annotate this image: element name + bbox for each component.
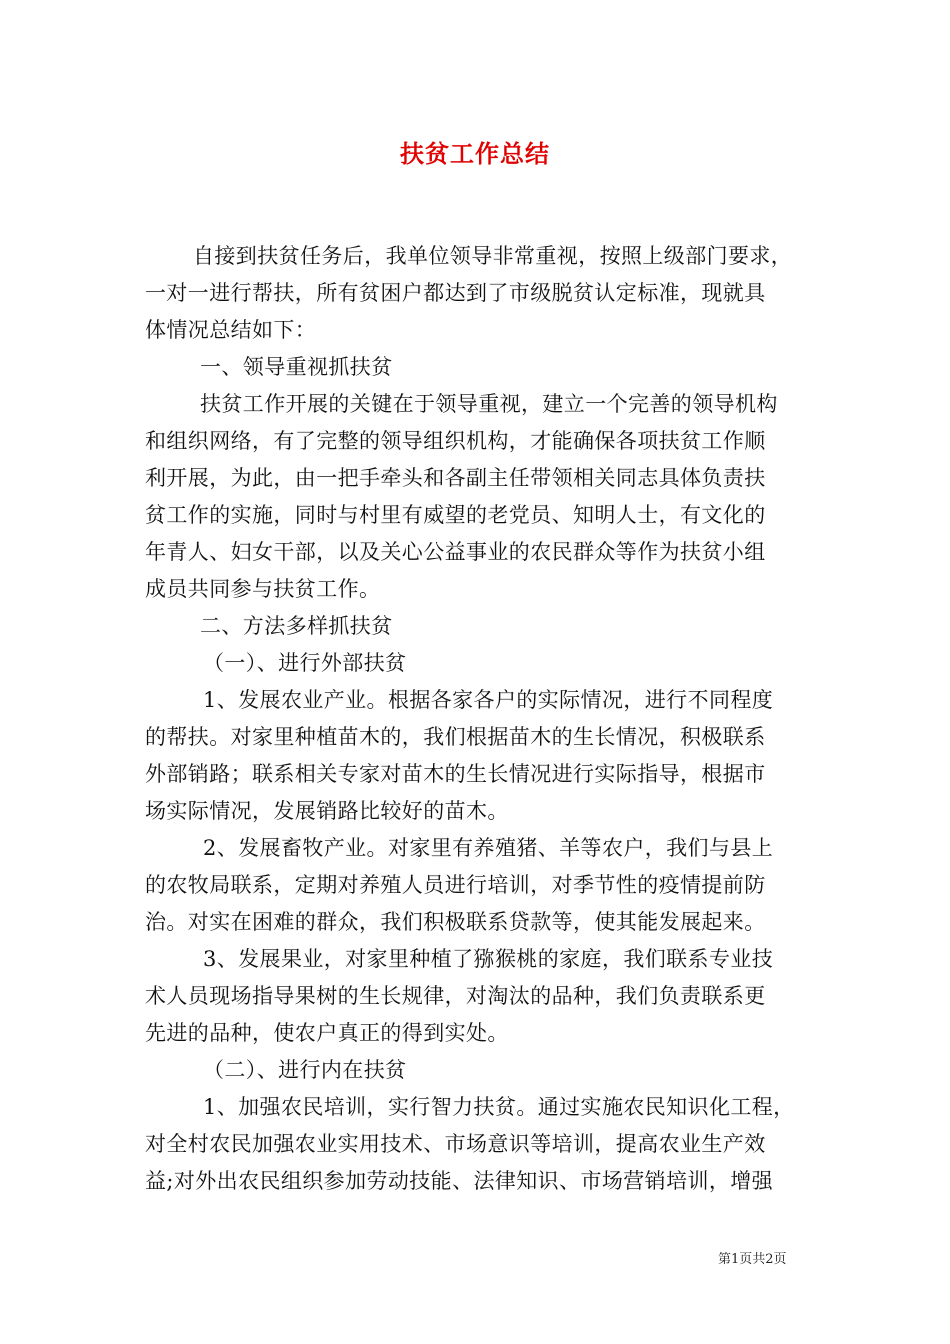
text-line: 贫工作的实施，同时与村里有威望的老党员、知明人士，有文化的 [145,503,766,527]
text-line: 体情况总结如下： [145,318,317,342]
text-line: 年青人、妇女干部，以及关心公益事业的农民群众等作为扶贫小组 [145,540,766,564]
text-line: 1、发展农业产业。根据各家各户的实际情况，进行不同程度 [203,688,774,712]
text-line: 自接到扶贫任务后，我单位领导非常重视，按照上级部门要求， [193,244,793,268]
text-line: 1、加强农民培训，实行智力扶贫。通过实施农民知识化工程， [203,1095,795,1119]
text-line: 的农牧局联系，定期对养殖人员进行培训，对季节性的疫情提前防 [145,873,766,897]
page-indicator: 第1页共2页 [718,1252,787,1267]
text-line: 治。对实在困难的群众，我们积极联系贷款等，使其能发展起来。 [145,910,766,934]
text-line: 3、发展果业，对家里种植了猕猴桃的家庭，我们联系专业技 [203,947,774,971]
text-line: 的帮扶。对家里种植苗木的，我们根据苗木的生长情况，积极联系 [145,725,766,749]
section-heading: 二、方法多样抓扶贫 [200,614,393,638]
text-line: 益;对外出农民组织参加劳动技能、法律知识、市场营销培训，增强 [145,1169,774,1193]
text-line: 成员共同参与扶贫工作。 [145,577,381,601]
text-line: 2、发展畜牧产业。对家里有养殖猪、羊等农户，我们与县上 [203,836,774,860]
text-line: 利开展，为此，由一把手牵头和各副主任带领相关同志具体负责扶 [145,466,766,490]
text-line: 和组织网络，有了完整的领导组织机构，才能确保各项扶贫工作顺 [145,429,766,453]
text-line: 术人员现场指导果树的生长规律，对淘汰的品种，我们负责联系更 [145,984,766,1008]
text-line: 对全村农民加强农业实用技术、市场意识等培训，提高农业生产效 [145,1132,766,1156]
text-line: 扶贫工作开展的关键在于领导重视，建立一个完善的领导机构 [200,392,778,416]
subsection-heading: （一）、进行外部扶贫 [203,651,407,675]
section-heading: 一、领导重视抓扶贫 [200,355,393,379]
text-line: 外部销路；联系相关专家对苗木的生长情况进行实际指导，根据市 [145,762,766,786]
document-body [145,240,825,1202]
text-line: 一对一进行帮扶，所有贫困户都达到了市级脱贫认定标准，现就具 [145,281,766,305]
text-line: 场实际情况，发展销路比较好的苗木。 [145,799,509,823]
document-title: 扶贫工作总结 [400,139,550,168]
subsection-heading: （二）、进行内在扶贫 [203,1058,407,1082]
text-line: 先进的品种，使农户真正的得到实处。 [145,1021,509,1045]
